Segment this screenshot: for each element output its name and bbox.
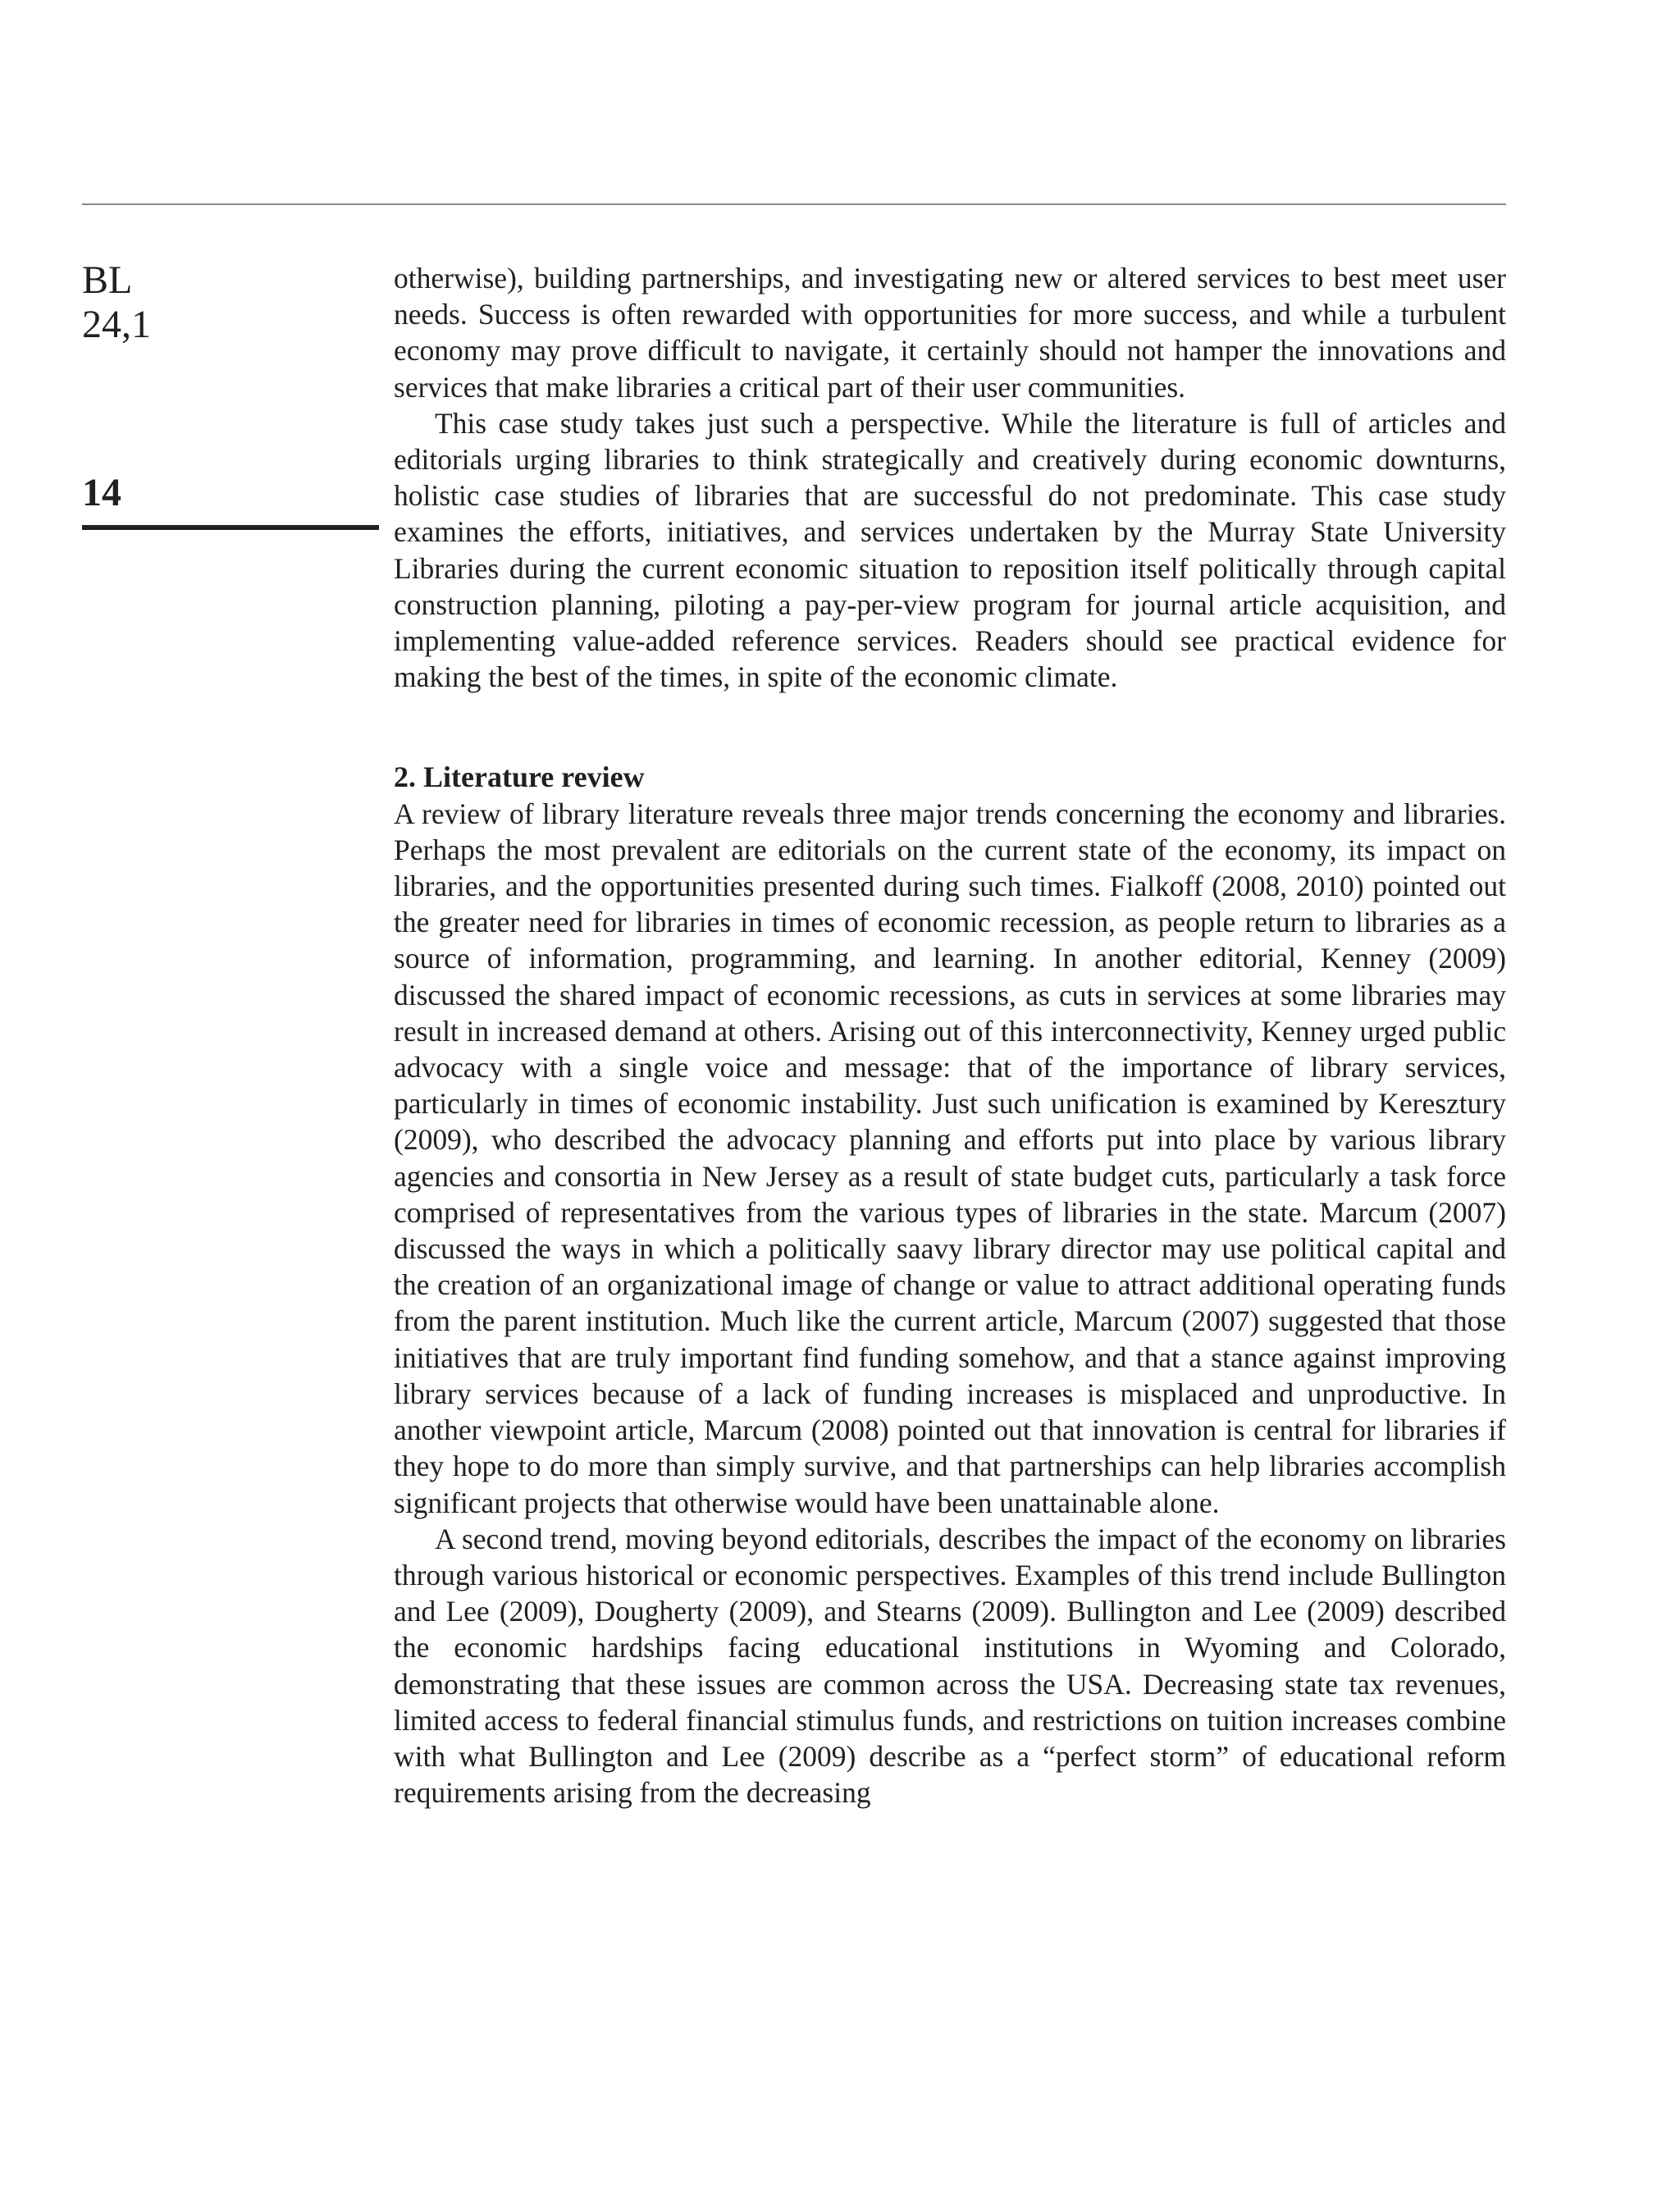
page-number: 14 bbox=[82, 471, 121, 514]
page-number-rule bbox=[82, 525, 379, 530]
body-paragraph: This case study takes just such a perspective. While the literature is full of articles and editorials urging libraries to think strategically and creatively during economic downturns, holistic case studies of libraries that are successful do not predominate. This case study examines the efforts, initiatives, and services undertaken by the Murray State University Libraries during the current economic situation to reposition itself politically through capital construction planning, piloting a pay-per-view program for journal article acquisition, and implementing value-added reference services. Readers should see practical evidence for making the best of the times, in spite of the economic climate. bbox=[394, 406, 1506, 694]
body-paragraph: otherwise), building partnerships, and investigating new or altered services to best meet user needs. Success is often rewarded with opportunities for more success, and while a turbulent economy may prove difficult to navigate, it certainly should not hamper the innovations and services that make libraries a critical part of their user communities. bbox=[394, 262, 1506, 404]
journal-code: BL bbox=[82, 258, 133, 302]
body-paragraph: A second trend, moving beyond editorials, describes the impact of the economy on libraries through various historical or economic perspectives. Examples of this trend include Bullington and Lee (2009), Dougherty (2009), and Stearns (2009). Bullington and Lee (2009) described the economic hardships facing educational institutions in Wyoming and Colorado, demonstrating that these issues are common across the USA. Decreasing state tax revenues, limited access to federal financial stimulus funds, and restrictions on tuition increases combine with what Bullington and Lee (2009) describe as a “perfect storm” of educational reform requirements arising from the decreasing bbox=[394, 1522, 1506, 1810]
volume-issue: 24,1 bbox=[82, 303, 151, 346]
top-rule bbox=[82, 203, 1506, 205]
section-heading: 2. Literature review bbox=[394, 760, 645, 794]
article-body bbox=[394, 260, 1506, 1811]
body-paragraph: A review of library literature reveals three major trends concerning the economy and libraries. Perhaps the most prevalent are editorials on the current state of the economy, its impact on libraries, and the opportunities presented during such times. Fialkoff (2008, 2010) pointed out the greater need for libraries in times of economic recession, as people return to libraries as a source of information, programming, and learning. In another editorial, Kenney (2009) discussed the shared impact of economic recessions, as cuts in services at some libraries may result in increased demand at others. Arising out of this interconnectivity, Kenney urged public advocacy with a single voice and message: that of the importance of library services, particularly in times of economic instability. Just such unification is examined by Keresztury (2009), who described the advocacy planning and efforts put into place by various library agencies and consortia in New Jersey as a result of state budget cuts, particularly a task force comprised of representatives from the various types of libraries in the state. Marcum (2007) discussed the ways in which a politically saavy library director may use political capital and the creation of an organizational image of change or value to attract additional operating funds from the parent institution. Much like the current article, Marcum (2007) suggested that those initiatives that are truly important find funding somehow, and that a stance against improving library services because of a lack of funding increases is misplaced and unproductive. In another viewpoint article, Marcum (2008) pointed out that innovation is central for libraries if they hope to do more than simply survive, and that partnerships can help libraries accomplish significant projects that otherwise would have been unattainable alone. bbox=[394, 797, 1506, 1519]
journal-identifier bbox=[82, 258, 151, 347]
